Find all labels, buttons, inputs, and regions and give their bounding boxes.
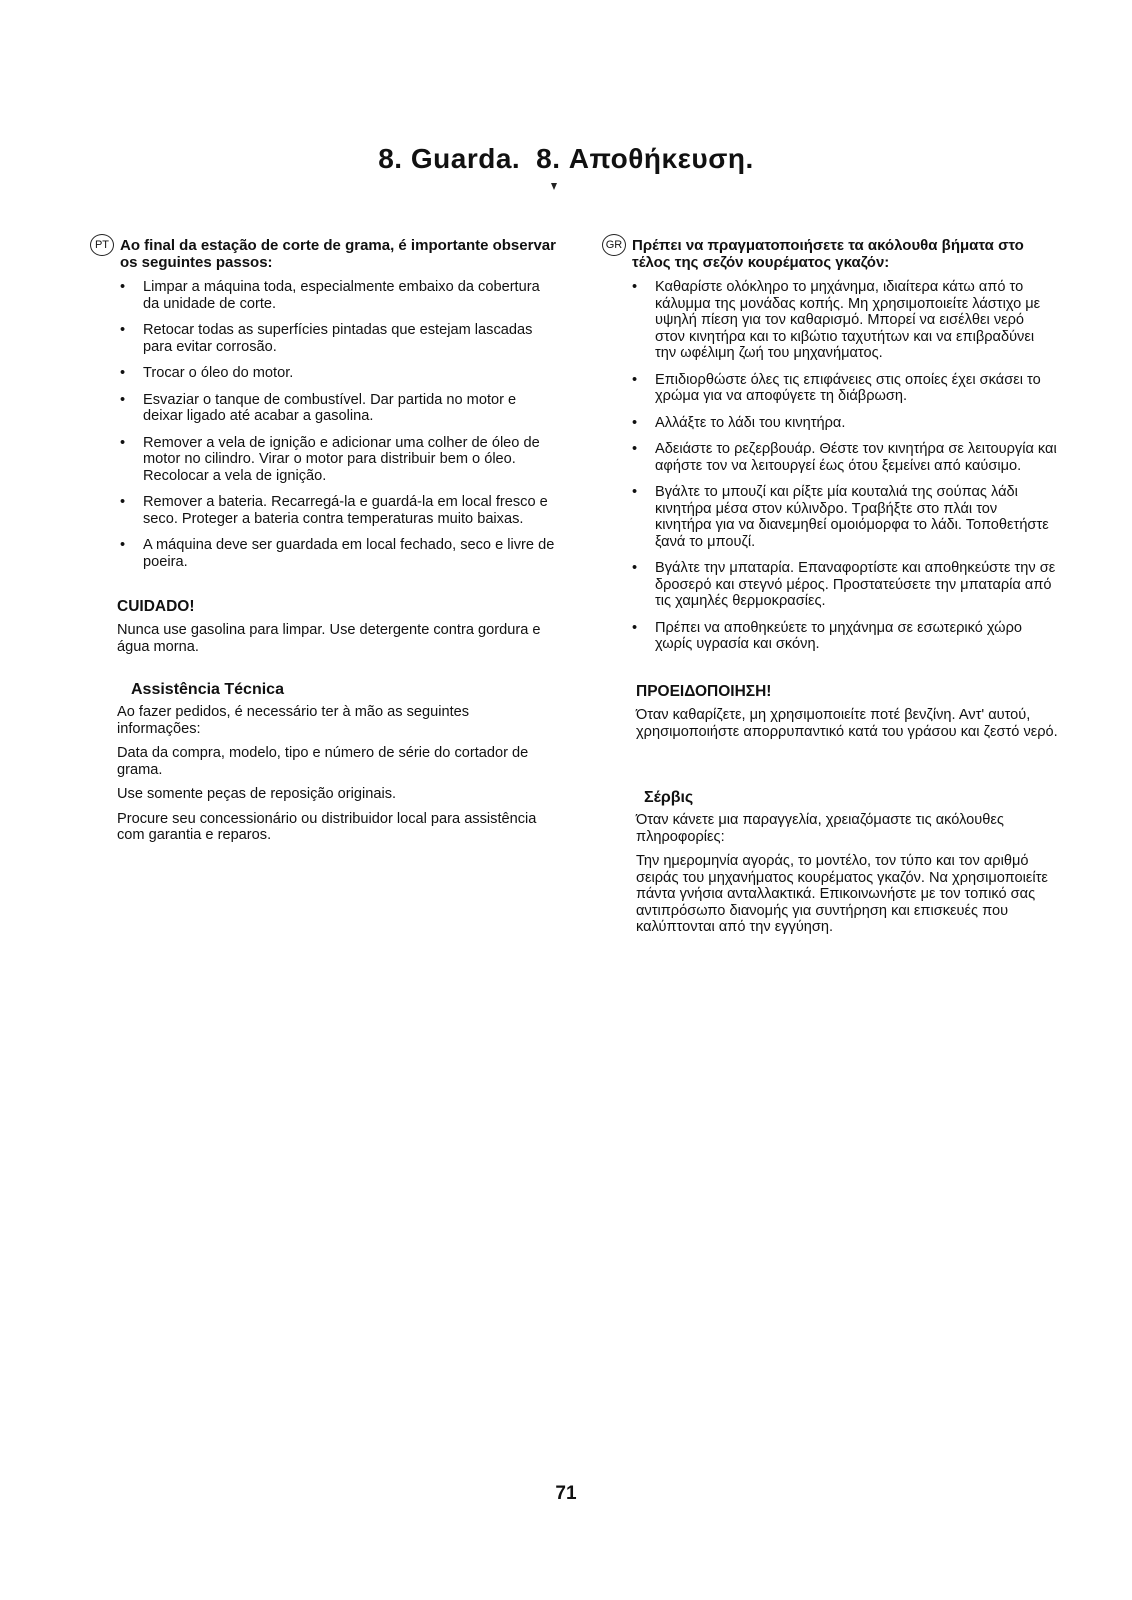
gr-caution-title: ΠΡΟΕΙΔΟΠΟΙΗΣΗ! — [636, 683, 772, 700]
title-pt: 8. Guarda. — [378, 143, 521, 174]
gr-intro-text: Πρέπει να πραγματοποιήσετε τα ακόλουθα βήματα στο τέλος της σεζόν κουρέματος γκαζόν: — [632, 237, 1024, 271]
page-number: 71 — [555, 1483, 577, 1504]
pt-service-paragraph: Data da compra, modelo, tipo e número de série do cortador de grama. — [117, 745, 529, 778]
pt-steps-list — [90, 279, 558, 570]
gr-service-paragraph: Την ημερομηνία αγοράς, το μοντέλο, τον τύπο και τον αριθμό σειράς του μηχανήματος κουρέματος γκαζόν. Να χρησιμοποιείτε πάντα γνήσια ανταλλακτικά. Επικοινωνήστε με τον τοπικό σας αντιπρόσωπο διανομής για συντήρηση και επισκευές που καλύπτονται από την εγγύηση. — [636, 853, 1048, 935]
pt-service-paragraph: Ao fazer pedidos, é necessário ter à mão as seguintes informações: — [117, 704, 470, 737]
title-gr: 8. Αποθήκευση. — [536, 143, 754, 174]
list-item: • Βγάλτε την μπαταρία. Επαναφορτίστε και αποθηκεύστε την σε δροσερό και στεγνό μέρος. Προστατεύσετε την μπαταρία από τις χαμηλές θερμοκρασίες. — [632, 560, 1057, 610]
pt-language-badge-icon: PT — [90, 234, 114, 256]
gr-intro — [602, 237, 1057, 271]
list-item: • Πρέπει να αποθηκεύετε το μηχάνημα σε εσωτερικό χώρο χωρίς υγρασία και σκόνη. — [632, 620, 1057, 653]
pt-intro — [90, 237, 558, 271]
list-item: • Αδειάστε το ρεζερβουάρ. Θέστε τον κινητήρα σε λειτουργία και αφήστε τον να λειτουργεί έως ότου ξεμείνει από καύσιμο. — [632, 441, 1057, 474]
list-item: • Remover a bateria. Recarregá-la e guardá-la em local fresco e seco. Proteger a bateria contra temperaturas muito baixas. — [120, 494, 558, 527]
list-item: • Επιδιορθώστε όλες τις επιφάνειες στις οποίες έχει σκάσει το χρώμα για να αποφύγετε τη διάβρωση. — [632, 372, 1057, 405]
list-item: • Remover a vela de ignição e adicionar uma colher de óleo de motor no cilindro. Virar o motor para distribuir bem o óleo. Recolocar a vela de ignição. — [120, 435, 558, 485]
list-item: • Βγάλτε το μπουζί και ρίξτε μία κουταλιά της σούπας λάδι κινητήρα μέσα στον κύλινδρο. Τραβήξτε στο πλάι τον κινητήρα για να διανεμηθεί ομοιόμορφα το λάδι. Τοποθετήστε ξανά το μπουζί. — [632, 484, 1057, 550]
list-item: • Trocar o óleo do motor. — [120, 365, 558, 382]
gr-caution-text: Όταν καθαρίζετε, μη χρησιμοποιείτε ποτέ βενζίνη. Αντ' αυτού, χρησιμοποιήστε απορρυπαντικό κατά του γράσου και ζεστό νερό. — [636, 707, 1058, 740]
pt-service-title: Assistência Técnica — [131, 681, 284, 698]
scan-mark-icon — [551, 183, 557, 190]
pt-service-paragraph: Procure seu concessionário ou distribuidor local para assistência com garantia e reparos. — [117, 810, 537, 843]
pt-intro-text: Ao final da estação de corte de grama, é importante observar os seguintes passos: — [120, 237, 556, 271]
pt-caution-title: CUIDADO! — [117, 598, 195, 615]
pt-service-section — [117, 704, 548, 852]
gr-service-paragraph: Όταν κάνετε μια παραγγελία, χρειαζόμαστε τις ακόλουθες πληροφορίες: — [636, 812, 1004, 845]
gr-service-section — [636, 812, 1058, 944]
greek-column — [602, 237, 1057, 663]
list-item: • Esvaziar o tanque de combustível. Dar partida no motor e deixar ligado até acabar a gasolina. — [120, 392, 558, 425]
list-item: • A máquina deve ser guardada em local fechado, seco e livre de poeira. — [120, 537, 558, 570]
list-item: • Limpar a máquina toda, especialmente embaixo da cobertura da unidade de corte. — [120, 279, 558, 312]
page-title — [0, 143, 1132, 175]
gr-steps-list — [602, 279, 1057, 653]
gr-service-title: Σέρβις — [644, 789, 694, 806]
portuguese-column — [90, 237, 558, 580]
gr-language-badge-icon: GR — [602, 234, 626, 256]
pt-service-paragraph: Use somente peças de reposição originais. — [117, 786, 397, 802]
list-item: • Αλλάξτε το λάδι του κινητήρα. — [632, 415, 1057, 432]
list-item: • Καθαρίστε ολόκληρο το μηχάνημα, ιδιαίτερα κάτω από το κάλυμμα της μονάδας κοπής. Μη χρησιμοποιείτε λάστιχο με υψηλή πίεση για τον καθαρισμό. Μπορεί να εισέλθει νερό στον κινητήρα και το κιβώτιο ταχυτήτων και να επιβραδύνει την ωφέλιμη ζωή του μηχανήματος. — [632, 279, 1057, 362]
pt-caution-text: Nunca use gasolina para limpar. Use detergente contra gordura e água morna. — [117, 622, 541, 655]
list-item: • Retocar todas as superfícies pintadas que estejam lascadas para evitar corrosão. — [120, 322, 558, 355]
